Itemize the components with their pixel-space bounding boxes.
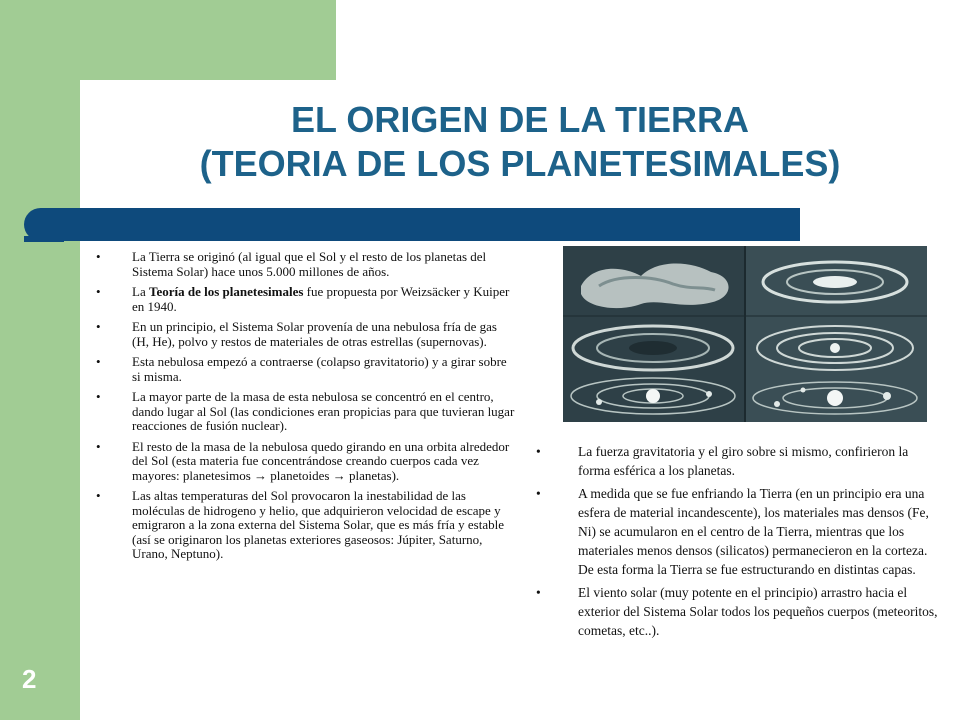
nebula-illustration-graphic [563,246,927,422]
slide-number: 2 [22,664,37,694]
left-bullet-list [96,250,516,562]
left-bullet-column [96,250,516,568]
bullet-icon: • [96,488,101,503]
bullet-icon: • [96,284,101,299]
list-item [536,442,940,480]
bullet-text: El viento solar (muy potente en el principio) arrastro hacia el exterior del Sistema Solar todos los pequeños cuerpos (meteoritos, cometas, etc..). [578,585,938,638]
title-divider-bar [24,208,800,241]
right-bullet-column [536,442,940,644]
list-item [96,489,516,562]
bullet-icon: • [96,319,101,334]
bullet-icon: • [96,438,101,454]
list-item [96,440,516,484]
bullet-icon: • [96,249,101,264]
bullet-icon: • [96,354,101,369]
bullet-icon: • [536,486,541,501]
list-item [536,583,940,640]
list-item [96,355,516,384]
list-item [96,320,516,349]
right-bullet-list [536,442,940,640]
left-green-band [0,0,80,720]
slide-title [80,98,960,186]
bullet-text-suffix: fue propuesta por Weizsäcker y Kuiper en 1940. [132,284,510,314]
bullet-text-bold: Teoría de los planetesimales [148,284,304,299]
nebula-illustration [563,246,927,422]
bullet-text: La Tierra se originó (al igual que el Sol y el resto de los planetas del Sistema Solar) hace unos 5.000 millones de años. [132,249,487,279]
bullet-text: Las altas temperaturas del Sol provocaron la inestabilidad de las moléculas de hidrogeno y helio, que adquirieron velocidad de escape y emigraron a la zona externa del Sistema Solar, que es más fría y estable (así se originaron los planetas exteriores gaseosos: Júpiter, Saturno, Urano, Neptuno). [132,488,505,561]
bullet-text: La mayor parte de la masa de esta nebulosa se concentró en el centro, dando lugar al Sol (las condiciones eran propicias para que tuvieran lugar reacciones de fusión nuclear). [132,389,515,433]
bullet-icon: • [96,389,101,404]
bullet-text: En un principio, el Sistema Solar provenía de una nebulosa fría de gas (H, He), polvo y restos de materiales de otras estrellas (supernovas). [132,319,497,349]
bullet-icon: • [536,585,541,600]
bullet-icon: • [536,444,541,459]
list-item [96,250,516,279]
top-green-band [0,0,336,80]
bullet-text-prefix: La [132,284,149,299]
bullet-text: La fuerza gravitatoria y el giro sobre si mismo, confirieron la forma esférica a los planetas. [578,444,909,478]
title-line-1: EL ORIGEN DE LA TIERRA [290,99,750,140]
list-item [96,390,516,434]
title-divider-cap [24,236,64,242]
title-line-2: (TEORIA DE LOS PLANETESIMALES) [199,143,841,184]
bullet-text: A medida que se fue enfriando la Tierra (en un principio era una esfera de material incandescente), los materiales mas densos (Fe, Ni) se acumularon en el centro de la Tierra, mientras que los materiales menos densos (silicatos) permanecieron en la corteza. De esta forma la Tierra se fue estructurando en distintas capas. [578,486,929,577]
list-item [536,484,940,579]
bullet-text: El resto de la masa de la nebulosa quedo girando en una orbita alrededor del Sol (esta materia fue concentrándose creando cuerpos cada vez mayores: planetesimos → planetoides → planetas). [132,438,510,483]
list-item [96,285,516,314]
bullet-text: Esta nebulosa empezó a contraerse (colapso gravitatorio) y a girar sobre si misma. [132,354,507,384]
